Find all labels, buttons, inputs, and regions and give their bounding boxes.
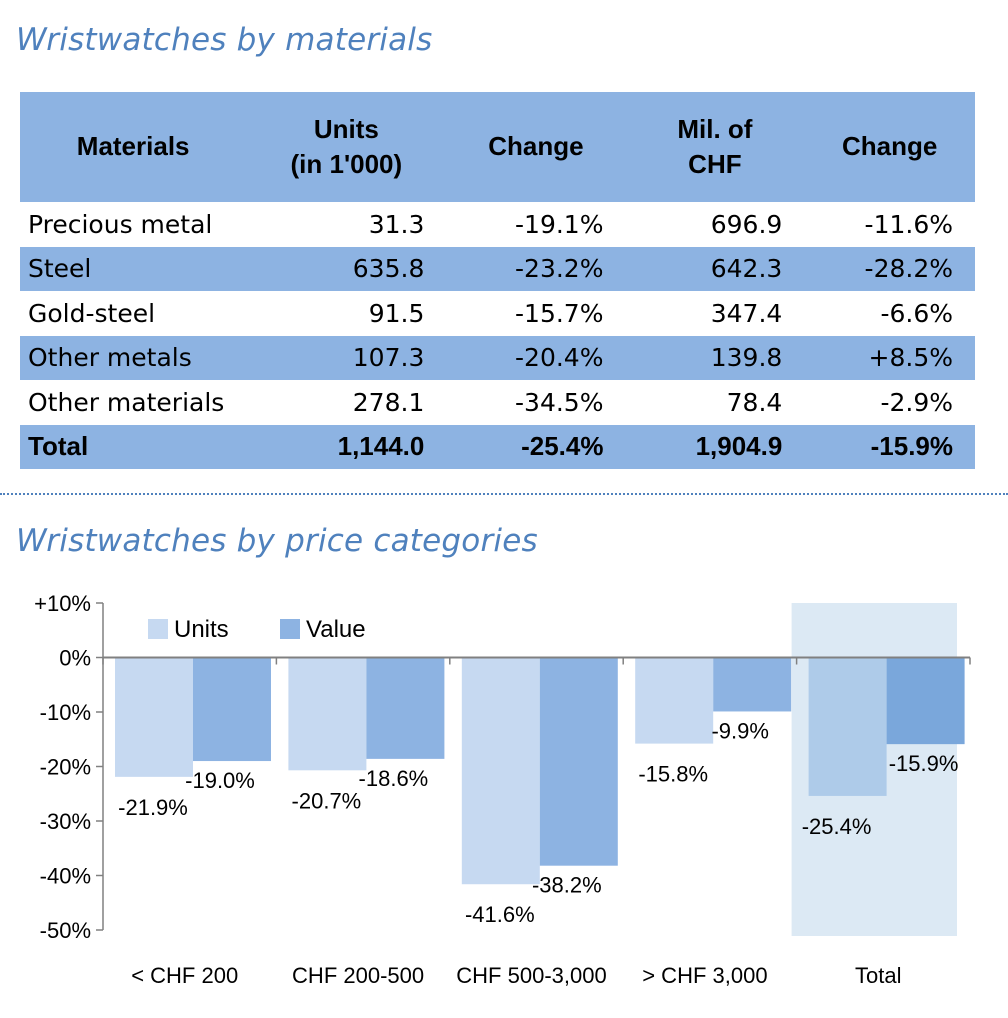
bar-value [540,658,618,866]
row-units: 91.5 [368,298,425,328]
row-units-change: -19.1% [515,209,604,239]
category-label: > CHF 3,000 [642,963,768,988]
bar-units [115,658,193,777]
header-units [246,92,446,202]
data-label-units: -20.7% [291,788,362,814]
bar-units [809,658,887,796]
total-chf-change: -15.9% [804,425,975,470]
bar-units [288,658,366,771]
header-chf-change [804,92,975,202]
table-row [20,202,975,247]
total-units: 1,144.0 [246,425,446,470]
table-row [20,380,975,425]
header-chf [625,92,804,202]
bar-units [462,658,540,885]
header-materials-label: Materials [76,131,190,162]
header-chf-change-label: Change [841,131,938,162]
header-units-change-label: Change [488,131,584,162]
price-category-chart [0,580,1008,1010]
bar-units [635,658,713,744]
category-label: CHF 200-500 [292,963,425,988]
row-units: 635.8 [246,247,446,292]
y-tick-label: -40% [39,863,91,889]
y-tick-label: -10% [39,700,91,725]
row-name: Steel [20,247,246,292]
row-units: 31.3 [368,209,425,239]
row-units-change: -20.4% [446,336,625,381]
total-name: Total [20,425,246,470]
row-chf-change: +8.5% [804,336,975,381]
bar-value [887,658,965,745]
table-row [20,336,975,381]
header-chf-line1: Mil. of [677,113,753,144]
row-chf-change: -11.6% [864,209,953,239]
row-name: Other materials [28,387,225,417]
header-units-line1: Units [313,113,379,144]
row-chf-change: -2.9% [880,387,953,417]
header-units-change [446,92,625,202]
row-chf-change: -6.6% [880,298,953,328]
bar-value [193,658,271,762]
row-units: 278.1 [352,387,425,417]
row-units: 107.3 [246,336,446,381]
header-chf-line2: CHF [688,149,742,179]
legend-swatch-units [148,619,168,639]
bar-value [713,658,791,712]
header-units-line2: (in 1'000) [290,149,403,179]
data-label-value: -18.6% [358,765,429,791]
row-chf: 696.9 [710,209,783,239]
category-label: < CHF 200 [131,963,239,988]
row-units-change: -34.5% [515,387,604,417]
header-materials [20,92,246,202]
data-label-value: -15.9% [888,751,959,777]
total-chf: 1,904.9 [625,425,804,470]
bar-value [366,658,444,759]
price-section-title: Wristwatches by price categories [16,523,538,559]
row-name: Other metals [20,336,246,381]
data-label-units: -25.4% [801,813,872,839]
materials-table [20,92,975,469]
y-tick-label: -30% [39,809,91,834]
category-label: Total [855,963,902,988]
row-chf-change: -28.2% [804,247,975,292]
legend-swatch-value [280,619,300,639]
data-label-value: -9.9% [711,718,769,744]
row-chf: 642.3 [625,247,804,292]
row-chf: 139.8 [625,336,804,381]
y-tick-label: -20% [39,754,91,780]
materials-header-row [20,92,975,202]
table-row [20,247,975,292]
row-name: Gold-steel [28,298,156,328]
row-units-change: -15.7% [515,298,604,328]
data-label-value: -38.2% [531,872,602,898]
data-label-units: -15.8% [638,761,709,787]
row-units-change: -23.2% [446,247,625,292]
materials-section-title: Wristwatches by materials [16,22,433,58]
table-row [20,291,975,336]
legend-label-value: Value [306,616,366,643]
row-name: Precious metal [28,209,213,239]
row-chf: 347.4 [710,298,783,328]
y-tick-label: +10% [34,591,91,616]
data-label-units: -21.9% [118,794,188,820]
data-label-value: -19.0% [185,768,255,794]
legend-label-units: Units [174,616,229,643]
data-label-units: -41.6% [464,902,535,928]
section-divider [0,493,1008,495]
y-tick-label: -50% [39,918,91,943]
row-chf: 78.4 [726,387,783,417]
category-label: CHF 500-3,000 [456,963,607,988]
table-total-row [20,425,975,470]
y-tick-label: 0% [59,645,91,671]
total-units-change: -25.4% [446,425,625,470]
